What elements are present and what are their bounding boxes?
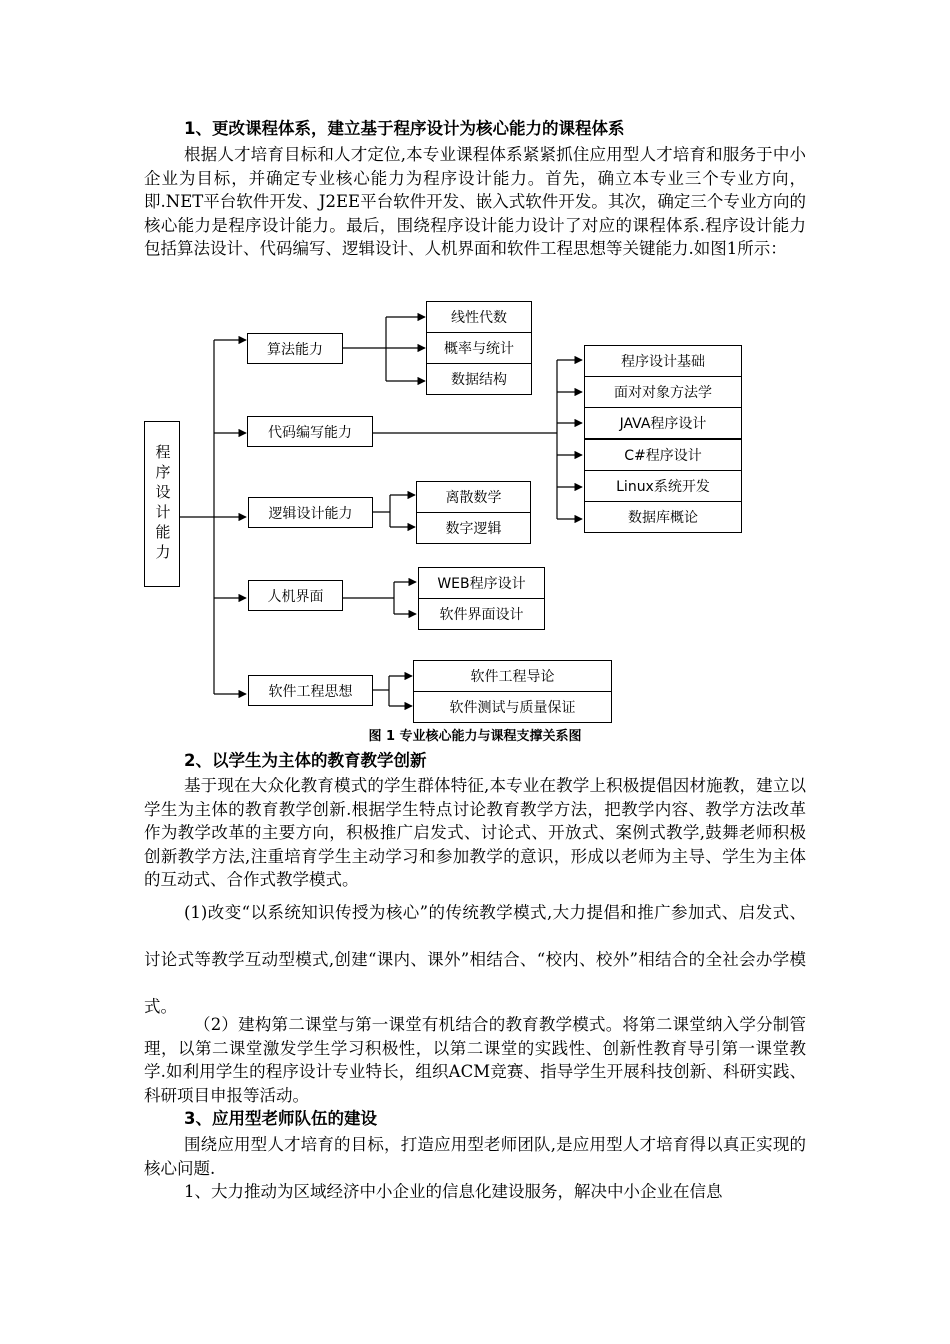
course-se-intro: 软件工程导论 <box>413 660 612 692</box>
course-linear-algebra: 线性代数 <box>426 301 532 333</box>
course-oo-methods: 面对对象方法学 <box>584 376 742 408</box>
section3-heading: 3、应用型老师队伍的建设 <box>184 1109 377 1128</box>
root-node <box>144 421 180 587</box>
course-discrete-math: 离散数学 <box>416 481 531 513</box>
section3-paragraph-1: 围绕应用型人才培育的目标，打造应用型老师团队,是应用型人才培育得以真正实现的核心问题. <box>144 1135 806 1178</box>
course-linux: Linux系统开发 <box>584 470 742 502</box>
course-probability: 概率与统计 <box>426 332 532 364</box>
course-digital-logic: 数字逻辑 <box>416 512 531 544</box>
root-node-label: 程序设计能力 <box>153 444 172 564</box>
ability-hci: 人机界面 <box>248 580 343 611</box>
course-database: 数据库概论 <box>584 501 742 533</box>
course-java: JAVA程序设计 <box>584 407 742 439</box>
course-ui-design: 软件界面设计 <box>418 598 545 630</box>
course-web-programming: WEB程序设计 <box>418 567 545 599</box>
section2-paragraph-1: 基于现在大众化教育模式的学生群体特征,本专业在教学上积极提倡因材施教，建立以学生为主体的教育教学创新.根据学生特点讨论教育教学方法，把教学内容、教学方法改革作为教学改革的主要方向，积极推广启发式、讨论式、开放式、案例式教学,鼓舞老师积极创新教学方法,注重培育学生主动学习和参加教学的意识，形成以老师为主导、学生为主体的互动式、合作式教学模式。 <box>144 776 806 889</box>
section2-heading: 2、以学生为主体的教育教学创新 <box>184 751 427 770</box>
ability-logic: 逻辑设计能力 <box>248 497 373 528</box>
figure-caption: 图 1 专业核心能力与课程支撑关系图 <box>368 729 582 744</box>
section1-heading: 1、更改课程体系，建立基于程序设计为核心能力的课程体系 <box>184 119 625 138</box>
course-testing-qa: 软件测试与质量保证 <box>413 691 612 723</box>
ability-software-engineering: 软件工程思想 <box>248 675 373 706</box>
ability-coding: 代码编写能力 <box>247 416 373 447</box>
course-csharp: C#程序设计 <box>584 439 742 471</box>
course-data-structures: 数据结构 <box>426 363 532 395</box>
section3-paragraph-2: 1、大力推动为区域经济中小企业的信息化建设服务，解决中小企业在信息 <box>184 1182 723 1201</box>
section2-paragraph-3: （2）建构第二课堂与第一课堂有机结合的教育教学模式。将第二课堂纳入学分制管理，以第二课堂激发学生学习积极性，以第二课堂的实践性、创新性教育导引第一课堂教学.如利用学生的程序设计专业特长，组织ACM竞赛、指导学生开展科技创新、科研实践、科研项目申报等活动。 <box>144 1015 806 1105</box>
section1-paragraph: 根据人才培育目标和人才定位,本专业课程体系紧紧抓住应用型人才培育和服务于中小企业为目标，并确定专业核心能力为程序设计能力。首先，确立本专业三个专业方向，即.NET平台软件开发、J2EE平台软件开发、嵌入式软件开发。其次，确定三个专业方向的核心能力是程序设计能力。最后，围绕程序设计能力设计了对应的课程体系.程序设计能力包括算法设计、代码编写、逻辑设计、人机界面和软件工程思想等关键能力.如图1所示： <box>144 145 806 258</box>
section2-paragraph-2: (1)改变“以系统知识传授为核心”的传统教学模式,大力提倡和推广参加式、启发式、讨论式等教学互动型模式,创建“课内、课外”相结合、“校内、校外”相结合的全社会办学模式。 <box>144 903 806 1016</box>
course-programming-basics: 程序设计基础 <box>584 345 742 377</box>
ability-algorithm: 算法能力 <box>247 333 343 364</box>
